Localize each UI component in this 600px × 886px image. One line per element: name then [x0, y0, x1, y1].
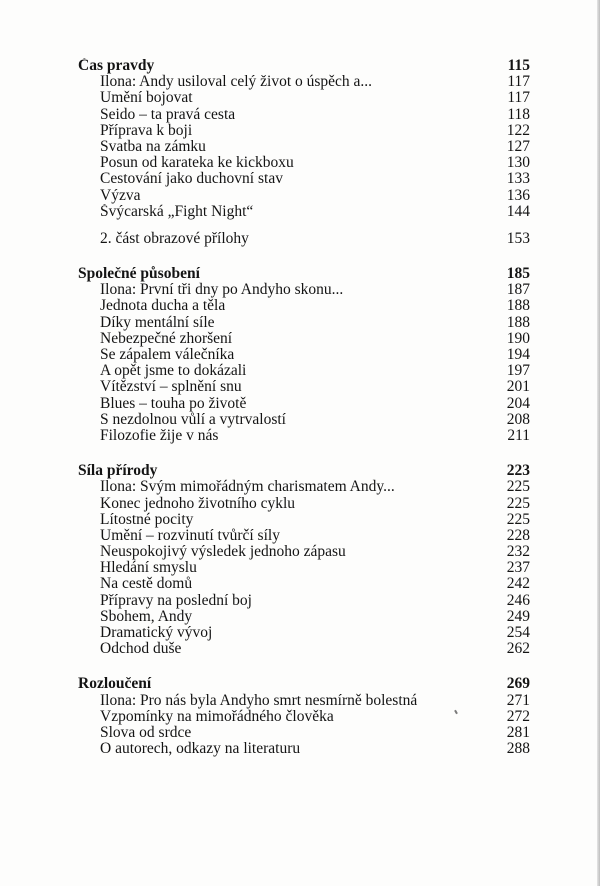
toc-entry — [78, 396, 530, 412]
entry-title: Sbohem, Andy — [100, 608, 193, 625]
toc-entry — [78, 428, 530, 444]
section-heading — [78, 266, 530, 282]
entry-page-number: 281 — [506, 723, 530, 741]
toc-entry — [78, 512, 530, 528]
toc-entry — [78, 139, 530, 155]
toc-entry — [78, 282, 530, 298]
toc-entry — [78, 347, 530, 363]
toc-entry — [78, 479, 530, 495]
entry-title: Blues – touha po životě — [100, 395, 247, 412]
entry-title: Konec jednoho životního cyklu — [100, 495, 295, 512]
toc-entry — [78, 107, 530, 123]
entry-page-number: 254 — [506, 624, 530, 641]
entry-title: Ilona: První tři dny po Andyho skonu... — [100, 282, 344, 299]
entry-page-number: 225 — [506, 494, 530, 512]
toc-entry — [78, 363, 530, 379]
toc-entry — [78, 188, 530, 204]
toc-entry — [78, 155, 530, 171]
entry-page-number: 122 — [506, 121, 530, 139]
toc-entry — [78, 741, 530, 757]
toc-entry — [78, 298, 530, 314]
section-spacer — [78, 444, 530, 463]
entry-title: Ilona: Andy usiloval celý život o úspěch a... — [100, 74, 373, 91]
entry-title: Ilona: Pro nás byla Andyho smrt nesmírně bolestná — [100, 692, 418, 709]
entry-title: Nebezpečné zhoršení — [100, 330, 233, 347]
entry-page-number: 262 — [506, 640, 530, 658]
section-heading — [78, 58, 530, 74]
section-page-number: 185 — [506, 265, 530, 283]
entry-title: A opět jsme to dokázali — [100, 363, 247, 380]
section-spacer — [78, 247, 530, 266]
entry-title: Jednota ducha a těla — [100, 298, 226, 315]
entry-title: Neuspokojivý výsledek jednoho zápasu — [100, 544, 346, 561]
entry-page-number: 211 — [507, 426, 530, 444]
section-page-number: 223 — [506, 462, 530, 480]
entry-page-number: 197 — [506, 362, 530, 380]
section-title: Síla přírody — [78, 463, 158, 480]
entry-page-number: 188 — [506, 297, 530, 315]
entry-page-number: 194 — [506, 346, 530, 363]
toc-entry — [78, 315, 530, 331]
toc-entry — [78, 560, 530, 576]
entry-title: Na cestě domů — [100, 576, 193, 593]
entry-page-number: 246 — [506, 591, 530, 609]
entry-title: O autorech, odkazy na literaturu — [100, 741, 301, 758]
entry-title: Výzva — [100, 187, 141, 204]
toc-entry — [78, 709, 530, 725]
entry-title: Se zápalem válečníka — [100, 347, 235, 363]
entry-page-number: 204 — [506, 394, 530, 412]
entry-title: S nezdolnou vůlí a vytrvalostí — [100, 411, 286, 428]
entry-title: Umění – rozvinutí tvůrčí síly — [100, 527, 280, 544]
section-title: Rozloučení — [78, 676, 152, 693]
entry-page-number: 153 — [506, 229, 530, 247]
toc-entry-photo-appendix — [78, 231, 530, 247]
entry-title: Svatba na zámku — [100, 138, 206, 155]
toc-entry — [78, 725, 530, 741]
toc-entry — [78, 496, 530, 512]
toc-entry — [78, 693, 530, 709]
toc-section-spolecne-pusobeni — [78, 266, 530, 444]
entry-page-number: 127 — [506, 137, 530, 155]
entry-page-number: 201 — [506, 378, 530, 396]
entry-page-number: 225 — [506, 478, 530, 496]
entry-title: Posun od karateka ke kickboxu — [100, 155, 294, 172]
entry-title: Ilona: Svým mimořádným charismatem Andy... — [100, 479, 395, 496]
toc-entry — [78, 544, 530, 560]
entry-title: Příprava k boji — [100, 122, 193, 139]
entry-title: Vítězství – splnění snu — [100, 379, 242, 396]
toc-section-sila-prirody — [78, 463, 530, 657]
toc-entry — [78, 204, 530, 220]
entry-page-number: 228 — [506, 526, 530, 544]
entry-page-number: 117 — [507, 89, 530, 107]
entry-page-number: 188 — [506, 313, 530, 331]
entry-page-number: 144 — [506, 202, 530, 220]
entry-page-number: 242 — [506, 575, 530, 593]
toc-entry — [78, 171, 530, 187]
entry-title: Díky mentální síle — [100, 314, 215, 331]
entry-page-number: 136 — [506, 186, 530, 204]
entry-title: Cestování jako duchovní stav — [100, 171, 283, 188]
entry-title: Přípravy na poslední boj — [100, 592, 252, 609]
entry-title: Seido – ta pravá cesta — [100, 106, 236, 123]
entry-title: Dramatický vývoj — [100, 625, 213, 641]
entry-page-number: 117 — [507, 73, 530, 91]
toc-entry — [78, 609, 530, 625]
entry-title: Vzpomínky na mimořádného člověka — [100, 708, 334, 725]
entry-page-number: 237 — [506, 559, 530, 577]
entry-title: Hledání smyslu — [100, 560, 197, 577]
toc-entry — [78, 412, 530, 428]
toc-entry — [78, 123, 530, 139]
toc-entry — [78, 90, 530, 106]
entry-page-number: 208 — [506, 410, 530, 428]
entry-page-number: 130 — [506, 154, 530, 172]
table-of-contents — [78, 58, 530, 757]
entry-page-number: 118 — [507, 105, 530, 123]
entry-page-number: 232 — [506, 543, 530, 561]
entry-title: Slova od srdce — [100, 724, 192, 741]
entry-title: Umění bojovat — [100, 90, 193, 107]
entry-page-number: 133 — [506, 170, 530, 188]
toc-entry — [78, 74, 530, 90]
toc-section-cas-pravdy — [78, 58, 530, 247]
toc-section-rozlouceni — [78, 676, 530, 757]
entry-page-number: 249 — [506, 607, 530, 625]
entry-page-number: 288 — [506, 740, 530, 758]
toc-entry — [78, 331, 530, 347]
toc-entry — [78, 379, 530, 395]
section-title: Společné působení — [78, 266, 200, 283]
entry-title: Odchod duše — [100, 641, 182, 658]
entry-page-number: 187 — [506, 281, 530, 299]
section-heading — [78, 676, 530, 692]
section-heading — [78, 463, 530, 479]
entry-page-number: 271 — [506, 691, 530, 709]
section-page-number: 115 — [507, 57, 530, 74]
toc-entry — [78, 625, 530, 641]
entry-page-number: 272 — [506, 707, 530, 725]
entry-title: 2. část obrazové přílohy — [100, 230, 249, 247]
toc-entry — [78, 528, 530, 544]
toc-entry — [78, 576, 530, 592]
section-title: Čas pravdy — [78, 58, 155, 74]
entry-title: Filozofie žije v nás — [100, 427, 219, 444]
section-page-number: 269 — [506, 675, 530, 693]
entry-page-number: 190 — [506, 329, 530, 347]
entry-title: Švýcarská „Fight Night“ — [100, 203, 254, 220]
section-spacer — [78, 657, 530, 676]
toc-entry — [78, 593, 530, 609]
toc-entry — [78, 641, 530, 657]
entry-title: Lítostné pocity — [100, 511, 194, 528]
entry-page-number: 225 — [506, 510, 530, 528]
